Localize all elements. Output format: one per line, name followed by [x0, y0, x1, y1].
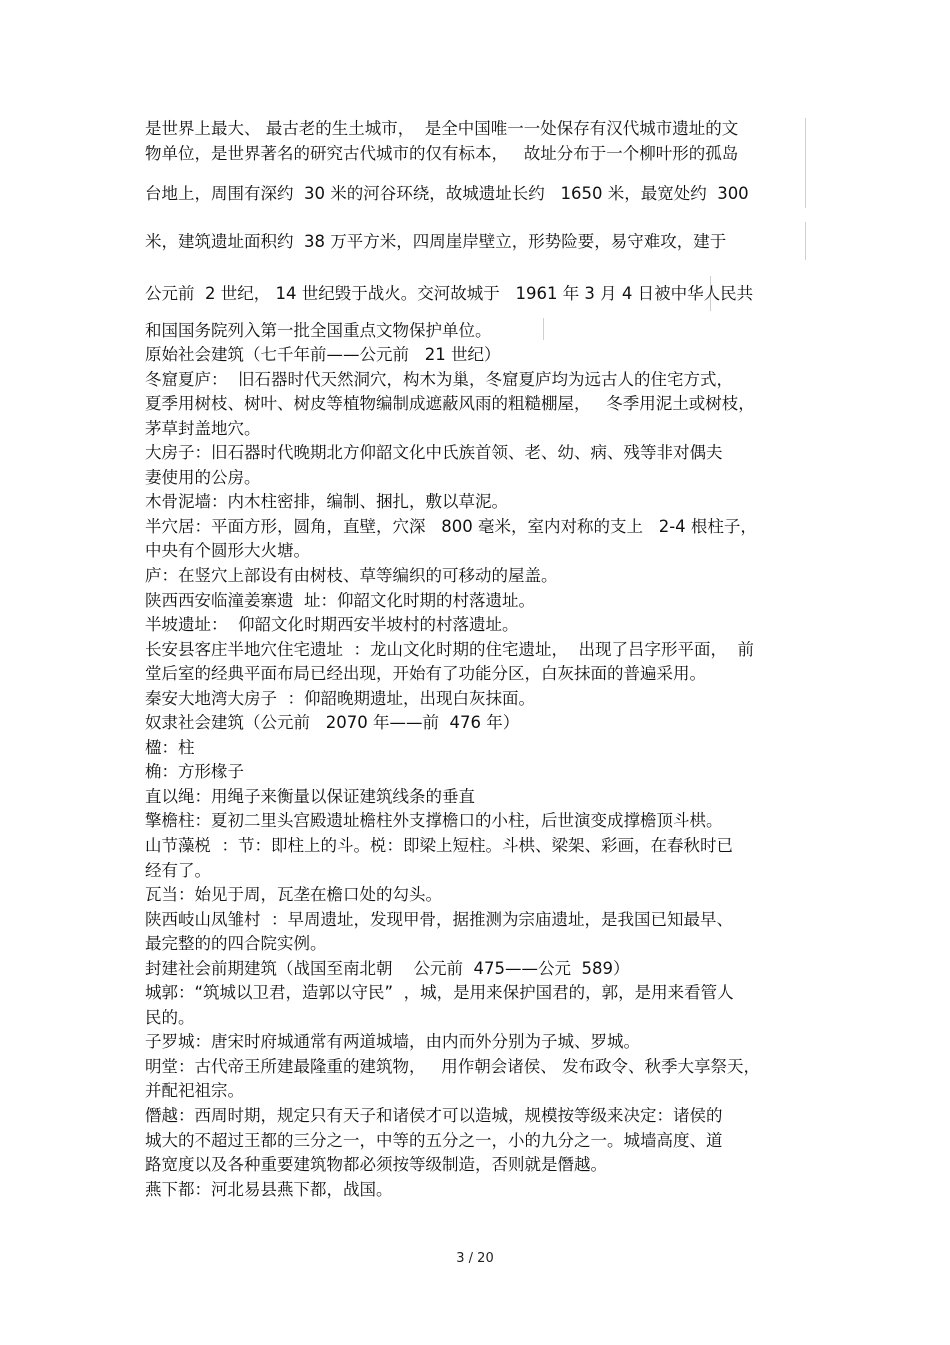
text-line: 民的。: [145, 1008, 195, 1027]
cell-border-right: [805, 222, 806, 260]
text-line: 冬窟夏庐： 旧石器时代天然洞穴，构木为巢，冬窟夏庐均为远古人的住宅方式，: [145, 370, 733, 389]
section-heading: 原始社会建筑（七千年前——公元前 21 世纪）: [145, 345, 501, 364]
intro-line: 物单位，是世界著名的研究古代城市的仅有标本， 故址分布于一个柳叶形的孤岛: [145, 144, 739, 163]
section-heading: 封建社会前期建筑（战国至南北朝 公元前 475——公元 589）: [145, 959, 630, 978]
section-heading: 奴隶社会建筑（公元前 2070 年——前 476 年）: [145, 713, 520, 732]
text-line: 半穴居：平面方形，圆角，直壁，穴深 800 毫米，室内对称的支上 2-4 根柱子，: [145, 517, 757, 536]
text-line: 桷：方形椽子: [145, 762, 244, 781]
intro-line: 是世界上最大、 最古老的生土城市， 是全中国唯一一处保存有汉代城市遗址的文: [145, 119, 739, 138]
text-line: 庐：在竖穴上部设有由树枝、草等编织的可移动的屋盖。: [145, 566, 558, 585]
intro-line: 公元前 2 世纪， 14 世纪毁于战火。交河故城于 1961 年 3 月 4 日被中华人民共: [145, 284, 754, 303]
text-line: 陕西西安临潼姜寨遗 址：仰韶文化时期的村落遗址。: [145, 591, 535, 610]
cell-border-right: [805, 118, 806, 208]
text-line: 山节藻棁 ：节：即柱上的斗。棁：即梁上短柱。斗栱、梁架、彩画，在春秋时已: [145, 836, 733, 855]
intro-line: 台地上，周围有深约 30 米的河谷环绕，故城遗址长约 1650 米，最宽处约 300: [145, 184, 749, 203]
text-line: 僭越：西周时期，规定只有天子和诸侯才可以造城，规模按等级来决定：诸侯的: [145, 1106, 723, 1125]
text-line: 中央有个圆形大火塘。: [145, 541, 310, 560]
text-line: 木骨泥墙：内木柱密排，编制、捆扎，敷以草泥。: [145, 492, 508, 511]
intro-line: 米，建筑遗址面积约 38 万平方米，四周崖岸壁立，形势险要，易守难攻，建于: [145, 232, 727, 251]
text-line: 夏季用树枝、树叶、树皮等植物编制成遮蔽风雨的粗糙棚屋， 冬季用泥土或树枝，: [145, 394, 755, 413]
text-line: 城大的不超过王都的三分之一，中等的五分之一，小的九分之一。城墙高度、道: [145, 1131, 723, 1150]
text-line: 经有了。: [145, 861, 211, 880]
text-line: 茅草封盖地穴。: [145, 419, 261, 438]
text-line: 燕下都：河北易县燕下都，战国。: [145, 1180, 393, 1199]
text-line: 路宽度以及各种重要建筑物都必须按等级制造，否则就是僭越。: [145, 1155, 607, 1174]
page-number: 3 / 20: [456, 1251, 494, 1266]
text-line: 直以绳：用绳子来衡量以保证建筑线条的垂直: [145, 787, 475, 806]
text-line: 堂后室的经典平面布局已经出现，开始有了功能分区，白灰抹面的普遍采用。: [145, 664, 706, 683]
text-line: 秦安大地湾大房子 ：仰韶晚期遗址，出现白灰抹面。: [145, 689, 535, 708]
text-line: 瓦当：始见于周，瓦垄在檐口处的勾头。: [145, 885, 442, 904]
text-line: 长安县客庄半地穴住宅遗址 ：龙山文化时期的住宅遗址， 出现了吕字形平面， 前: [145, 640, 754, 659]
text-line: 擎檐柱：夏初二里头宫殿遗址檐柱外支撑檐口的小柱，后世演变成撑檐顶斗栱。: [145, 811, 723, 830]
text-line: 楹：柱: [145, 738, 195, 757]
text-line: 妻使用的公房。: [145, 468, 261, 487]
text-line: 明堂：古代帝王所建最隆重的建筑物， 用作朝会诸侯、 发布政令、秋季大享祭天，: [145, 1057, 760, 1076]
text-line: 最完整的的四合院实例。: [145, 934, 327, 953]
text-line: 半坡遗址： 仰韶文化时期西安半坡村的村落遗址。: [145, 615, 519, 634]
text-line: 大房子：旧石器时代晚期北方仰韶文化中氏族首领、老、幼、病、残等非对偶夫: [145, 443, 723, 462]
text-line: 子罗城：唐宋时府城通常有两道城墙，由内而外分别为子城、罗城。: [145, 1032, 640, 1051]
cell-border-right: [543, 318, 544, 340]
intro-line: 和国国务院列入第一批全国重点文物保护单位。: [145, 321, 492, 340]
text-line: 城郭：“筑城以卫君，造郭以守民” ，城，是用来保护国君的，郭，是用来看管人: [145, 983, 734, 1002]
text-line: 陕西岐山凤雏村 ：早周遗址，发现甲骨，据推测为宗庙遗址，是我国已知最早、: [145, 910, 733, 929]
text-line: 并配祀祖宗。: [145, 1081, 244, 1100]
